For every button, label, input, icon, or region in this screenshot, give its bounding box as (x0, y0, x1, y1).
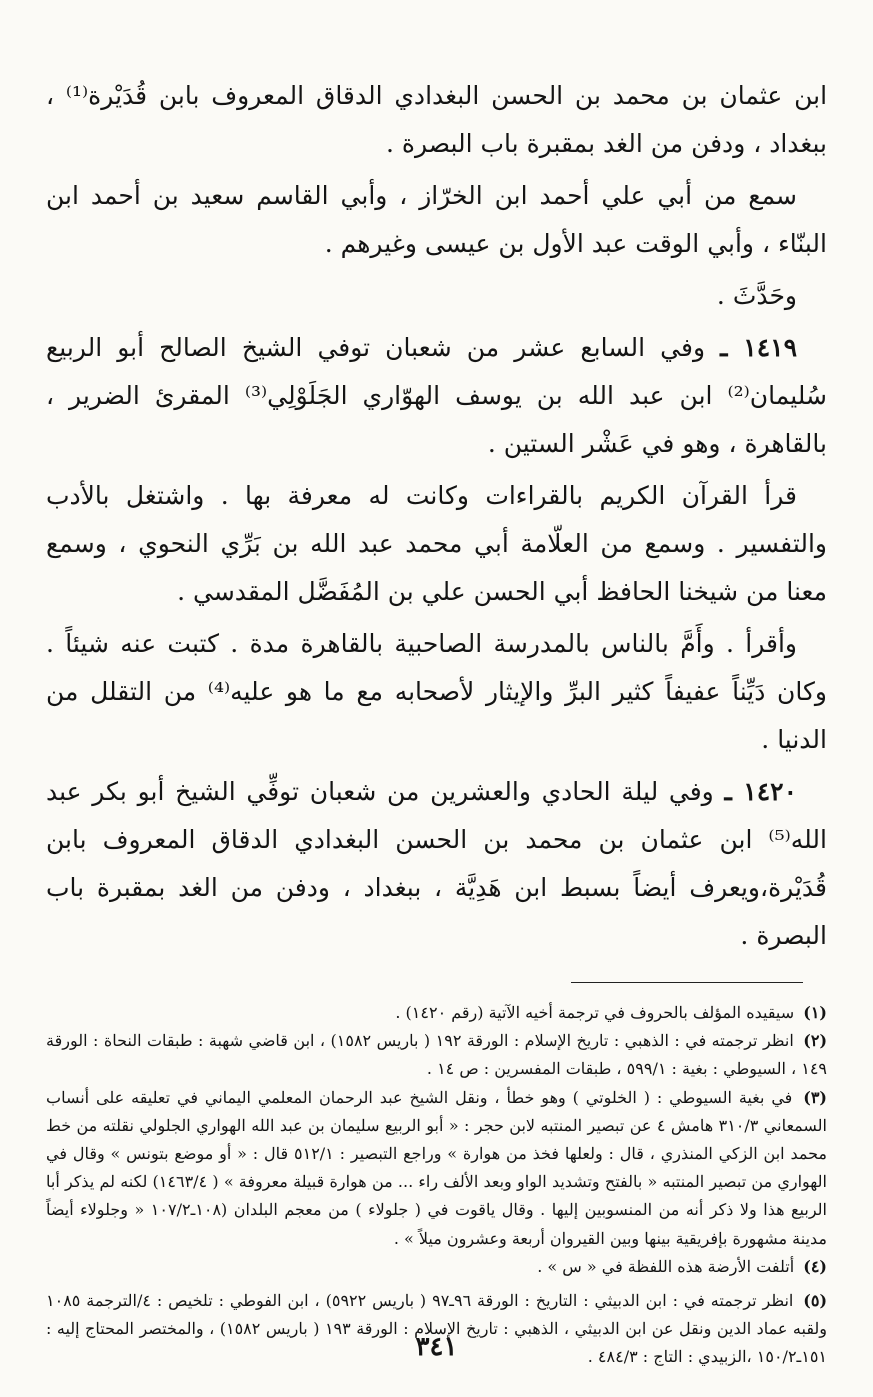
footnote-number: (٢) (803, 1031, 828, 1051)
paragraph-continuation: ابن عثمان بن محمد بن الحسن البغدادي الدقاق المعروف بابن قُدَيْرة⁽¹⁾ ، ببغداد ، ودفن من الغد بمقبرة باب البصرة . (46, 81, 828, 158)
footnotes (46, 999, 827, 1372)
footnote-number: (٥) (803, 1291, 828, 1311)
footnote-text: في بغية السيوطي : ( الخلوتي ) وهو خطأ ، ونقل الشيخ عبد الرحمان المعلمي اليماني في تعليقه على أنساب السمعاني ٣١٠/٣ هامش ٤ عن تبصير المنتبه لابن حجر : « أبو الربيع سليمان بن عبد الله الهواري الجلولي نقلته من خط محمد ابن الزكي المنذري ، قال : ولعلها فخذ من هوارة » وراجع التبصير : ٥١٢/١ قال : « أو موضع بتونس » وقال في الهواري من تبصير المنتبه « بالفتح وتشديد الواو وبعد الألف راء ... من هوارة قبيلة معروفة » ( ١٤٦٣/٤) لكنه لم يذكر أبا الربيع هذا ولا ذكر أنه من المنسوبين إليها . وقال ياقوت في ( جلولاء ) من معجم البلدان (١٠٨ـ١٠٧/٢ « وجلولاء أيضاً مدينة مشهورة بإفريقية بينها وبين القيروان أربعة وعشرون ميلاً » . (46, 1087, 828, 1248)
paragraph-quran: قرأ القرآن الكريم بالقراءات وكانت له معرفة بها . واشتغل بالأدب والتفسير . وسمع من العلّامة أبي محمد عبد الله بن بَرِّي النحوي ، وسمع معنا من شيخنا الحافظ أبي الحسن علي بن المُفَضَّل المقدسي . (46, 481, 827, 606)
footnote-text: أتلفت الأرضة هذه اللفظة في « س » . (537, 1256, 795, 1276)
footnote-text: سيقيده المؤلف بالحروف في ترجمة أخيه الآتية (رقم ١٤٢٠) . (395, 1003, 795, 1022)
entry-number-1419: ١٤١٩ ـ (720, 333, 797, 362)
footnote-number: (٤) (803, 1256, 827, 1276)
paragraph-teaching: وأقرأ . وأَمَّ بالناس بالمدرسة الصاحبية بالقاهرة مدة . كتبت عنه شيئاً . وكان دَيِّناً عفيفاً كثير البرِّ والإيثار لأصحابه مع ما هو عليه⁽⁴⁾ من التقلل من الدنيا . (46, 629, 827, 754)
footnote-text: انظر ترجمته في : الذهبي : تاريخ الإسلام : الورقة ١٩٢ ( باريس ١٥٨٢) ، ابن قاضي شهبة : طبقات النحاة : الورقة ١٤٩ ، السيوطي : بغية : ٥٩٩/١ ، طبقات المفسرين : ص ١٤ . (46, 1031, 827, 1079)
main-text-body (46, 72, 827, 960)
footnote-2 (46, 1027, 827, 1083)
entry-text-1419: وفي السابع عشر من شعبان توفي الشيخ الصالح أبو الربيع سُليمان⁽²⁾ ابن عبد الله بن يوسف الهوّاري الجَلَوْلِي⁽³⁾ المقرئ الضرير ، بالقاهرة ، وهو في عَشْر الستين . (46, 333, 827, 458)
entry-1419 (46, 324, 827, 468)
footnote-number: (٣) (803, 1087, 827, 1107)
paragraph-teachers: سمع من أبي علي أحمد ابن الخرّاز ، وأبي القاسم سعيد بن أحمد ابن البنّاء ، وأبي الوقت عبد الأول بن عيسى وغيرهم . (46, 181, 827, 258)
entry-1420 (46, 768, 827, 960)
footnote-separator (571, 982, 803, 983)
paragraph-narrated: وحَدَّثَ . (716, 281, 797, 310)
footnote-1 (46, 999, 827, 1027)
entry-text-1420: وفي ليلة الحادي والعشرين من شعبان توفِّي الشيخ أبو بكر عبد الله⁽⁵⁾ ابن عثمان بن محمد بن الحسن البغدادي الدقاق المعروف بابن قُدَيْرة،ويعرف أيضاً بسبط ابن هَدِيَّة ، ببغداد ، ودفن من الغد بمقبرة باب البصرة . (46, 777, 827, 950)
footnote-text: انظر ترجمته في : ابن الدبيثي : التاريخ : الورقة ٩٦ـ٩٧ ( باريس ٥٩٢٢) ، ابن الفوطي : تلخيص : ٤/الترجمة ١٠٨٥ ولقبه عماد الدين ونقل عن ابن الدبيثي ، الذهبي : تاريخ الإسلام : الورقة ١٩٣ ( باريس ١٥٨٢) ، والمختصر المحتاج إليه : ١٥١ـ١٥٠/٢ ،الزبيدي : التاج : ٤٨٤/٣ . (46, 1291, 828, 1367)
footnote-number: (١) (803, 1003, 827, 1022)
footnote-3 (46, 1084, 827, 1253)
page-number: ٣٤١ (415, 1332, 458, 1362)
entry-number-1420: ١٤٢٠ ـ (724, 777, 797, 806)
footnote-separator-wrap (46, 982, 827, 983)
footnote-4 (46, 1253, 827, 1281)
